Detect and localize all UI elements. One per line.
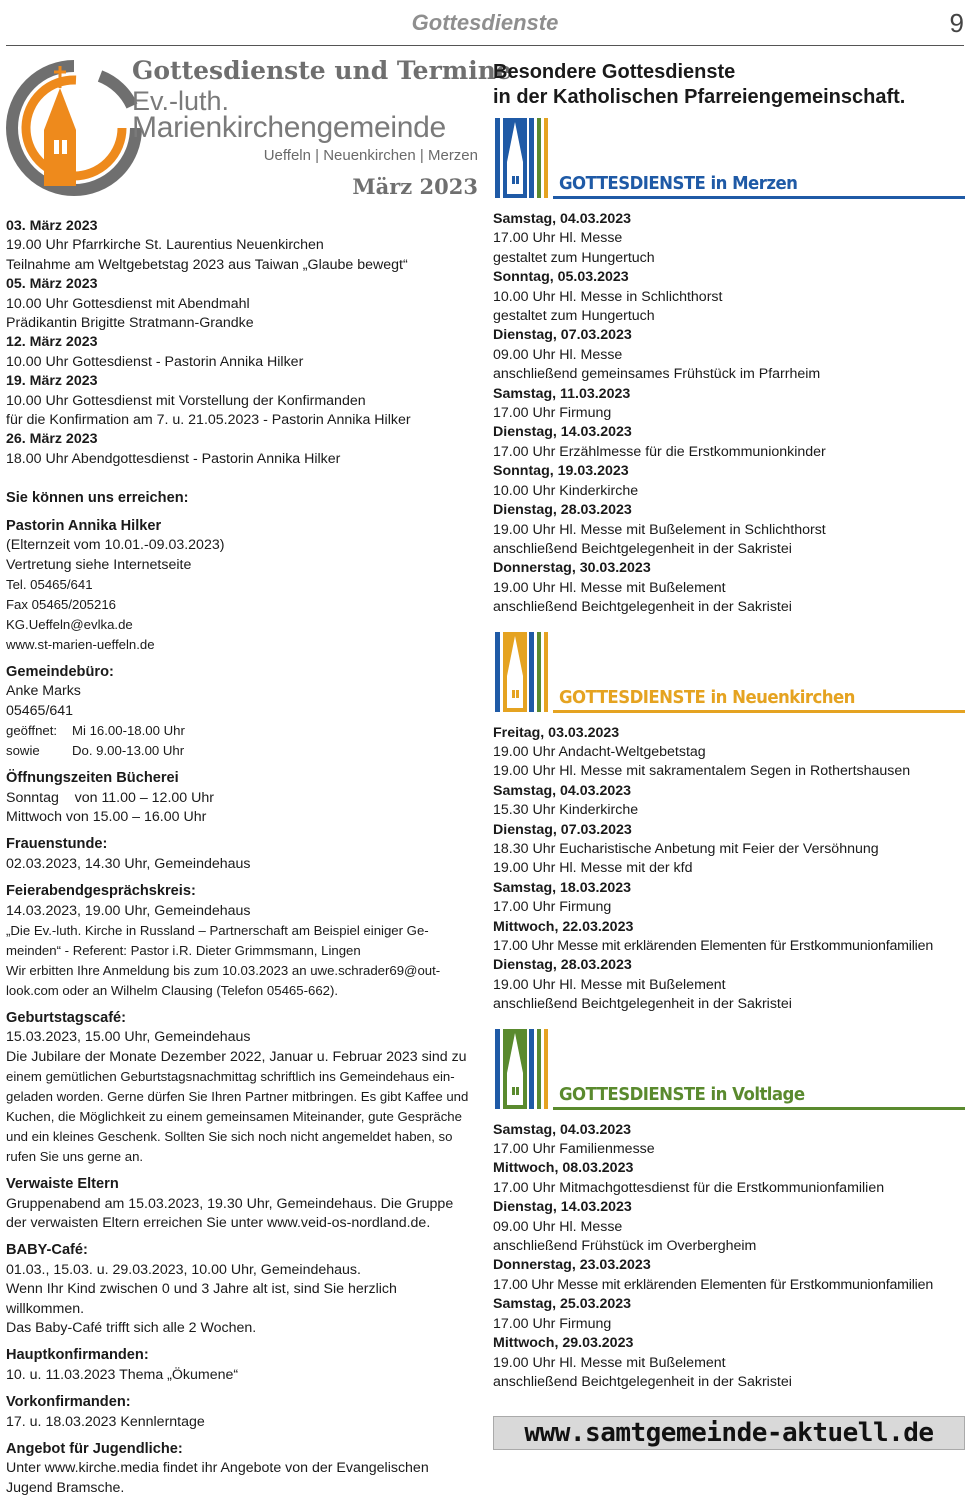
jugend-heading: Angebot für Jugendliche:	[6, 1441, 183, 1458]
masthead-month: März 2023	[352, 174, 478, 199]
feierabend-line: meinden“ - Referent: Pastor i.R. Dieter Grimmsmann, Lingen	[6, 942, 361, 958]
service-list	[6, 217, 478, 469]
geburtstag-line: geladen worden. Gerne dürfen Sie Ihren Partner mitbringen. Es gibt Kaffee und	[6, 1089, 469, 1105]
event-date: Mittwoch, 22.03.2023	[493, 918, 634, 935]
verwaiste-line: Gruppenabend am 15.03.2023, 19.30 Uhr, Gemeindehaus. Die Gruppe	[6, 1195, 454, 1212]
verwaiste-block	[6, 1175, 478, 1233]
event-line: 18.30 Uhr Eucharistische Anbetung mit Feier der Versöhnung	[493, 840, 879, 857]
event-line: anschließend Beichtgelegenheit in der Sakristei	[493, 996, 792, 1013]
banner-prefix: GOTTESDIENSTE	[559, 1083, 706, 1105]
vor-heading: Vorkonfirmanden:	[6, 1394, 131, 1411]
event-line: 09.00 Uhr Hl. Messe	[493, 1218, 623, 1235]
event-line: 17.00 Uhr Firmung	[493, 405, 612, 422]
event-date: Samstag, 04.03.2023	[493, 782, 632, 799]
banner-neuenkirchen	[493, 632, 965, 718]
library-line: Sonntag von 11.00 – 12.00 Uhr	[6, 789, 214, 806]
event-line: 17.00 Uhr Mitmachgottesdienst für die Erstkommunionfamilien	[493, 1179, 885, 1196]
pastor-line: Vertretung siehe Internetseite	[6, 556, 192, 573]
event-line: anschließend Beichtgelegenheit in der Sakristei	[493, 599, 792, 616]
verwaiste-heading: Verwaiste Eltern	[6, 1176, 119, 1193]
event-line: 15.30 Uhr Kinderkirche	[493, 802, 639, 819]
event-line: anschließend Beichtgelegenheit in der Sakristei	[493, 540, 792, 557]
event-line: 19.00 Uhr Hl. Messe mit Bußelement	[493, 1354, 726, 1371]
library-block	[6, 769, 478, 827]
vor-block	[6, 1393, 478, 1432]
left-column	[6, 217, 478, 1498]
jugend-line: Jugend Bramsche.	[6, 1479, 125, 1496]
banner-title	[559, 1084, 805, 1105]
geburtstag-line: 15.03.2023, 15.00 Uhr, Gemeindehaus	[6, 1029, 251, 1046]
geburtstag-line: und ein kleines Geschenk. Sollten Sie sich noch nicht angemeldet haben, so	[6, 1129, 453, 1145]
event-date: Sonntag, 05.03.2023	[493, 269, 629, 286]
event-date: Samstag, 04.03.2023	[493, 1121, 632, 1138]
banner-line	[553, 1107, 965, 1110]
event-date: Mittwoch, 08.03.2023	[493, 1160, 634, 1177]
haupt-line: 10. u. 11.03.2023 Thema „Ökumene“	[6, 1366, 239, 1383]
events-voltlage	[493, 1121, 967, 1393]
event-line: anschließend Beichtgelegenheit in der Sakristei	[493, 1373, 792, 1390]
haupt-heading: Hauptkonfirmanden:	[6, 1347, 149, 1364]
service-line: 10.00 Uhr Gottesdienst mit Vorstellung der Konfirmanden	[6, 392, 366, 409]
office-block	[6, 663, 478, 761]
office-hours-value: Mi 16.00-18.00 Uhr	[72, 723, 185, 739]
jugend-block	[6, 1440, 478, 1498]
event-date: Dienstag, 14.03.2023	[493, 1199, 632, 1216]
pastor-name: Pastorin Annika Hilker	[6, 517, 162, 534]
event-date: Donnerstag, 23.03.2023	[493, 1257, 651, 1274]
banner-in: in	[710, 1083, 727, 1105]
banner-place: Merzen	[732, 173, 798, 194]
event-date: Samstag, 04.03.2023	[493, 211, 632, 227]
section-title: Gottesdienste	[411, 10, 559, 35]
event-line: 19.00 Uhr Hl. Messe mit Bußelement	[493, 579, 726, 596]
geburtstag-block	[6, 1009, 478, 1167]
vor-line: 17. u. 18.03.2023 Kennlerntage	[6, 1413, 205, 1430]
service-line: für die Konfirmation am 7. u. 21.05.2023 - Pastorin Annika Hilker	[6, 412, 411, 429]
banner-merzen	[493, 118, 965, 204]
right-column	[493, 60, 967, 1392]
feierabend-line: 14.03.2023, 19.00 Uhr, Gemeindehaus	[6, 902, 251, 919]
feierabend-line: Wir erbitten Ihre Anmeldung bis zum 10.03.2023 an uwe.schrader69@out-	[6, 962, 441, 978]
event-line: 10.00 Uhr Kinderkirche	[493, 482, 639, 499]
service-date: 26. März 2023	[6, 431, 98, 448]
event-line: 17.00 Uhr Firmung	[493, 899, 612, 916]
event-line: 17.00 Uhr Hl. Messe	[493, 230, 623, 247]
event-date: Samstag, 25.03.2023	[493, 1296, 632, 1313]
banner-voltlage	[493, 1029, 965, 1115]
service-line: 18.00 Uhr Abendgottesdienst - Pastorin Annika Hilker	[6, 450, 341, 467]
service-line: 19.00 Uhr Pfarrkirche St. Laurentius Neuenkirchen	[6, 237, 324, 254]
frauenstunde-line: 02.03.2023, 14.30 Uhr, Gemeindehaus	[6, 855, 251, 872]
geburtstag-line: Die Jubilare der Monate Dezember 2022, Januar u. Februar 2023 sind zu	[6, 1048, 467, 1065]
baby-line: Wenn Ihr Kind zwischen 0 und 3 Jahre alt ist, sind Sie herzlich willkommen.	[6, 1281, 397, 1317]
event-line: 17.00 Uhr Firmung	[493, 1315, 612, 1332]
service-line: Teilnahme am Weltgebetstag 2023 aus Taiwan „Glaube bewegt“	[6, 256, 408, 273]
event-line: 19.00 Uhr Hl. Messe mit Bußelement	[493, 976, 726, 993]
event-date: Mittwoch, 29.03.2023	[493, 1335, 634, 1352]
banner-place: Voltlage	[732, 1083, 805, 1105]
masthead-subtitle-1: Ev.-luth.	[132, 86, 230, 116]
event-line: 19.00 Uhr Hl. Messe mit sakramentalem Segen in Rothertshausen	[493, 763, 911, 780]
office-heading: Gemeindebüro:	[6, 663, 114, 680]
event-date: Dienstag, 07.03.2023	[493, 821, 632, 838]
pastor-block	[6, 517, 478, 655]
event-line: anschließend Frühstück im Overbergheim	[493, 1238, 757, 1255]
right-heading-line-1: Besondere Gottesdienste	[493, 61, 736, 83]
feierabend-heading: Feierabendgesprächskreis:	[6, 883, 196, 900]
banner-prefix: GOTTESDIENSTE	[559, 173, 706, 194]
events-neuenkirchen	[493, 724, 967, 1015]
event-line: 09.00 Uhr Hl. Messe	[493, 346, 623, 363]
event-date: Dienstag, 28.03.2023	[493, 502, 632, 519]
events-merzen	[493, 210, 967, 618]
baby-line: 01.03., 15.03. u. 29.03.2023, 10.00 Uhr, Gemeindehaus.	[6, 1261, 361, 1278]
service-line: 10.00 Uhr Gottesdienst - Pastorin Annika Hilker	[6, 353, 304, 370]
pastor-phone: Tel. 05465/641	[6, 576, 93, 592]
right-heading-line-2: in der Katholischen Pfarreiengemeinschaft.	[493, 86, 906, 108]
office-line: Anke Marks	[6, 683, 81, 700]
masthead-subtitle-2: Marienkirchengemeinde	[132, 111, 446, 144]
pastor-line: (Elternzeit vom 10.01.-09.03.2023)	[6, 537, 225, 554]
feierabend-block	[6, 882, 478, 1001]
masthead-title: Gottesdienste und Termine	[132, 56, 512, 85]
event-date: Sonntag, 19.03.2023	[493, 463, 629, 480]
office-hours-row	[6, 721, 478, 741]
event-date: Donnerstag, 30.03.2023	[493, 560, 651, 577]
pastor-fax: Fax 05465/205216	[6, 596, 116, 612]
feierabend-line: „Die Ev.-luth. Kirche in Russland – Partnerschaft am Beispiel einiger Ge-	[6, 922, 429, 938]
office-hours-label: geöffnet:	[6, 723, 58, 739]
church-tower-icon	[493, 118, 553, 200]
event-line: 17.00 Uhr Messe mit erklärenden Elementen für Erstkommunionfamilien	[493, 938, 934, 954]
banner-place: Neuenkirchen	[732, 686, 855, 708]
jugend-line: Unter www.kirche.media findet ihr Angebote von der Evangelischen	[6, 1460, 429, 1477]
banner-in: in	[710, 173, 727, 194]
event-line: 17.00 Uhr Familienmesse	[493, 1141, 655, 1158]
masthead-places: Ueffeln | Neuenkirchen | Merzen	[263, 147, 478, 164]
haupt-block	[6, 1346, 478, 1385]
banner-title	[559, 173, 797, 194]
event-date: Samstag, 11.03.2023	[493, 385, 631, 402]
banner-title	[559, 687, 855, 708]
event-line: 19.00 Uhr Andacht-Weltgebetstag	[493, 743, 706, 760]
event-line: anschließend gemeinsames Frühstück im Pfarrheim	[493, 366, 821, 383]
frauenstunde-block	[6, 835, 478, 874]
frauenstunde-heading: Frauenstunde:	[6, 836, 108, 853]
banner-in: in	[710, 686, 727, 708]
contact-heading: Sie können uns erreichen:	[6, 490, 189, 507]
pastor-website: www.st-marien-ueffeln.de	[6, 636, 155, 652]
service-date: 05. März 2023	[6, 276, 98, 293]
church-tower-icon	[493, 1029, 553, 1111]
banner-line	[553, 710, 965, 713]
office-line: 05465/641	[6, 702, 74, 719]
library-heading: Öffnungszeiten Bücherei	[6, 770, 179, 787]
event-line: gestaltet zum Hungertuch	[493, 249, 655, 266]
event-date: Dienstag, 14.03.2023	[493, 424, 632, 441]
service-date: 03. März 2023	[6, 218, 98, 234]
baby-line: Das Baby-Café trifft sich alle 2 Wochen.	[6, 1320, 257, 1337]
office-hours-row	[6, 741, 478, 761]
banner-prefix: GOTTESDIENSTE	[559, 686, 706, 708]
geburtstag-line: rufen Sie uns gerne an.	[6, 1149, 144, 1165]
event-date: Samstag, 18.03.2023	[493, 879, 632, 896]
service-date: 12. März 2023	[6, 334, 98, 351]
pastor-email: KG.Ueffeln@evlka.de	[6, 616, 133, 632]
footer-url-link[interactable]: www.samtgemeinde-aktuell.de	[493, 1416, 965, 1450]
event-line: gestaltet zum Hungertuch	[493, 308, 655, 325]
church-tower-icon	[493, 632, 553, 714]
geburtstag-line: einem gemütlichen Geburtstagsnachmittag schriftlich ins Gemeindehaus ein-	[6, 1069, 455, 1085]
office-hours-label: sowie	[6, 743, 40, 759]
library-line: Mittwoch von 15.00 – 16.00 Uhr	[6, 808, 207, 825]
service-date: 19. März 2023	[6, 373, 98, 390]
event-line: 17.00 Uhr Erzählmesse für die Erstkommunionkinder	[493, 443, 826, 460]
event-date: Freitag, 03.03.2023	[493, 724, 620, 741]
banner-line	[553, 196, 965, 199]
feierabend-line: look.com oder an Wilhelm Clausing (Telefon 05465-662).	[6, 982, 339, 998]
service-line: Prädikantin Brigitte Stratmann-Grandke	[6, 315, 254, 332]
page-number: 9	[949, 8, 964, 38]
baby-block	[6, 1241, 478, 1338]
masthead	[4, 52, 512, 202]
event-date: Dienstag, 28.03.2023	[493, 957, 632, 974]
event-line: 10.00 Uhr Hl. Messe in Schlichthorst	[493, 288, 723, 305]
event-line: 17.00 Uhr Messe mit erklärenden Elementen für Erstkommunionfamilien	[493, 1276, 934, 1293]
event-line: 19.00 Uhr Hl. Messe mit Bußelement in Schlichthorst	[493, 521, 826, 538]
verwaiste-line: der verwaisten Eltern erreichen Sie unter www.veid-os-nordland.de.	[6, 1215, 431, 1231]
geburtstag-heading: Geburtstagscafé:	[6, 1009, 127, 1026]
event-date: Dienstag, 07.03.2023	[493, 327, 632, 344]
page-header	[6, 0, 964, 46]
service-line: 10.00 Uhr Gottesdienst mit Abendmahl	[6, 295, 250, 312]
office-hours-value: Do. 9.00-13.00 Uhr	[72, 743, 185, 759]
baby-heading: BABY-Café:	[6, 1242, 88, 1259]
geburtstag-line: Kuchen, die Möglichkeit zu einem gemeinsamen Miteinander, gute Gespräche	[6, 1109, 462, 1125]
event-line: 19.00 Uhr Hl. Messe mit der kfd	[493, 860, 693, 877]
